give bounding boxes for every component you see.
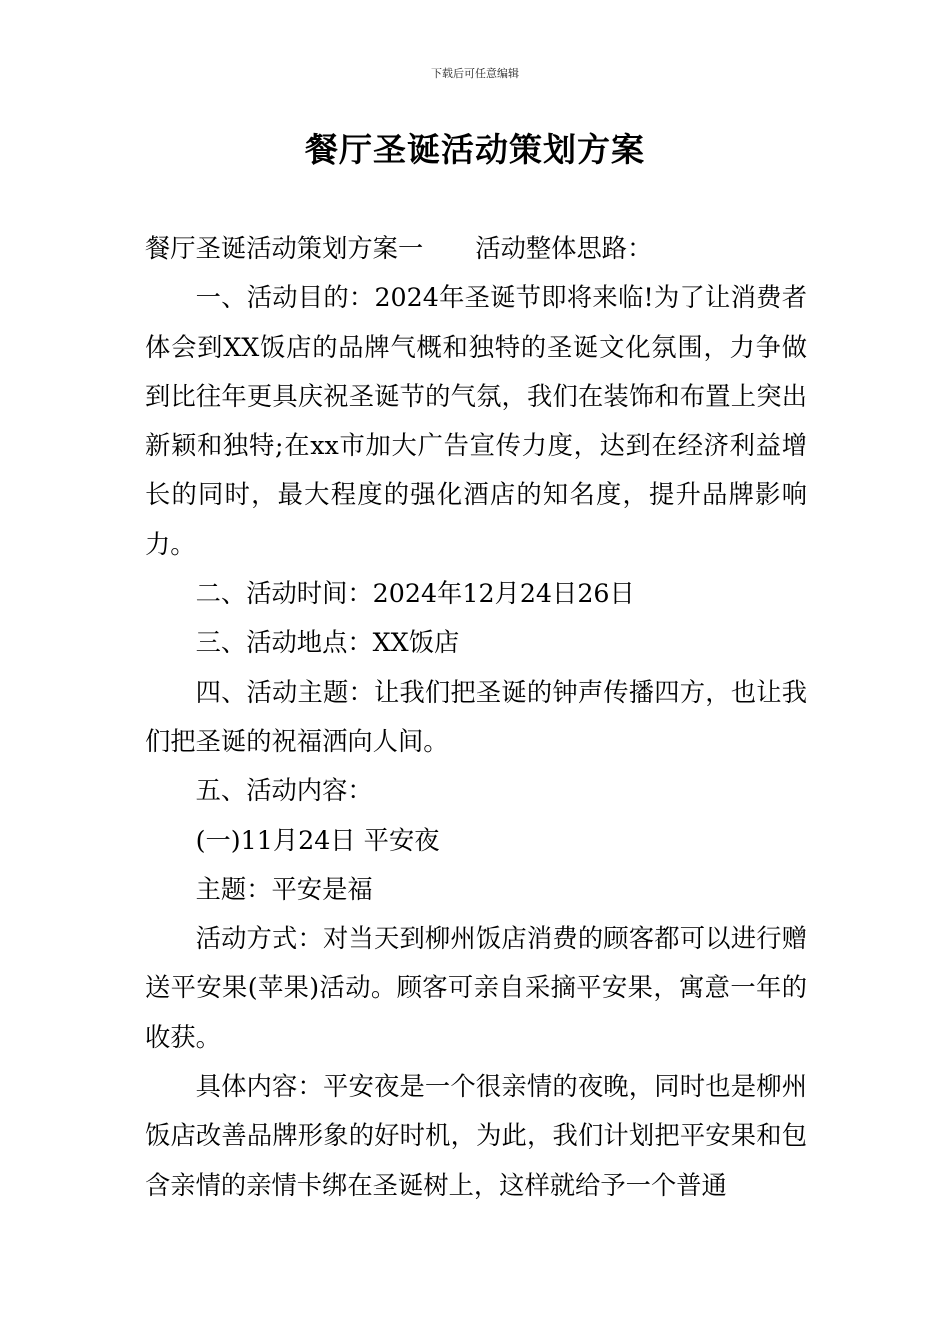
paragraph-time: 二、活动时间：2024年12月24日26日 [195, 579, 635, 609]
header-note: 下载后可任意编辑 [431, 67, 519, 80]
paragraph-activity-method: 活动方式：对当天到柳州饭店消费的顾客都可以进行赠送平安果(苹果)活动。顾客可亲自采摘平安果，寓意一年的收获。 [145, 924, 807, 1052]
document-title: 餐厅圣诞活动策划方案 [305, 130, 645, 169]
paragraph-christmas-eve: (一)11月24日 平安夜 [195, 825, 440, 855]
intro-subheading: 活动整体思路： [475, 234, 653, 263]
paragraph-location: 三、活动地点：XX饭店 [195, 628, 460, 658]
intro-heading: 餐厅圣诞活动策划方案一 [145, 234, 424, 263]
paragraph-purpose: 一、活动目的：2024年圣诞节即将来临!为了让消费者体会到XX饭店的品牌气概和独特的圣诞文化氛围，力争做到比往年更具庆祝圣诞节的气氛，我们在装饰和布置上突出新颖和独特;在xx市加大广告宣传力度，达到在经济利益增长的同时，最大程度的强化酒店的知名度，提升品牌影响力。 [145, 283, 807, 559]
intro-line [145, 224, 807, 273]
document-body [145, 224, 807, 1210]
paragraph-eve-theme: 主题：平安是福 [195, 874, 373, 904]
paragraph-theme: 四、活动主题：让我们把圣诞的钟声传播四方，也让我们把圣诞的祝福洒向人间。 [145, 677, 807, 756]
paragraph-details: 具体内容：平安夜是一个很亲情的夜晚，同时也是柳州饭店改善品牌形象的好时机，为此，我们计划把平安果和包含亲情的亲情卡绑在圣诞树上，这样就给予一个普通 [145, 1072, 807, 1200]
paragraph-content-heading: 五、活动内容： [195, 776, 373, 806]
